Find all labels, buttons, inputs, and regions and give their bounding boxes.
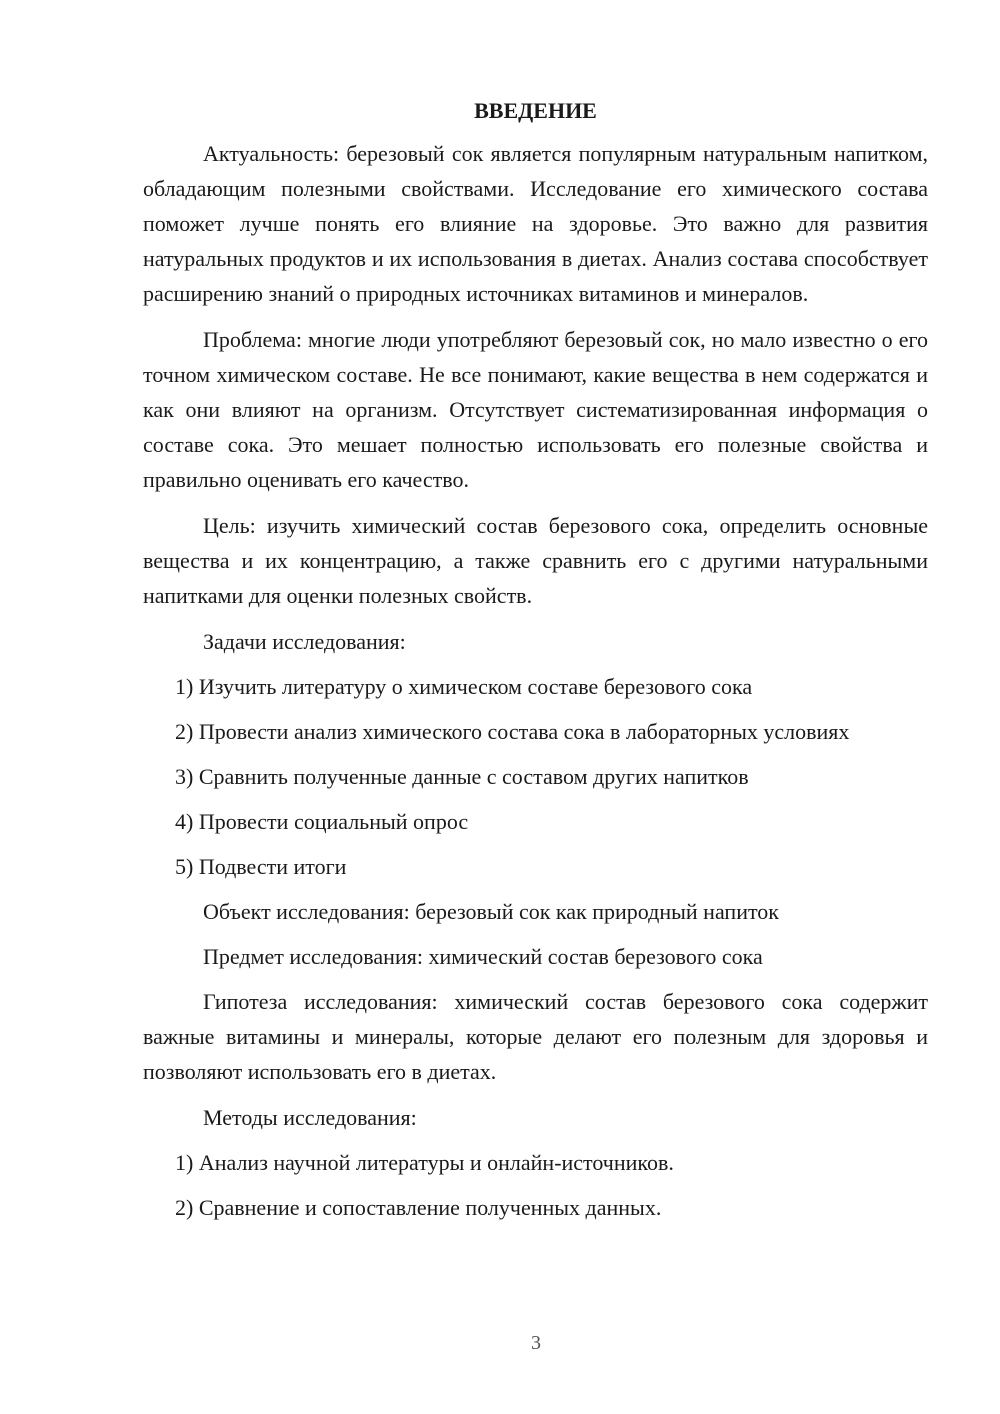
- page-number: 3: [531, 1332, 541, 1354]
- relevance-paragraph: Актуальность: березовый сок является популярным натуральным напитком, обладающим полезными свойствами. Исследование его химического состава поможет лучше понять его влияние на здоровье. Это важно для развития натуральных продуктов и их использования в диетах. Анализ состава способствует расширению знаний о природных источниках витаминов и минералов.: [143, 141, 928, 306]
- method-item-2: 2) Сравнение и сопоставление полученных данных.: [175, 1195, 662, 1220]
- subject-line: Предмет исследования: химический состав березового сока: [203, 944, 763, 969]
- task-item-2: 2) Провести анализ химического состава сока в лабораторных условиях: [175, 719, 850, 744]
- goal-paragraph: Цель: изучить химический состав березового сока, определить основные вещества и их концентрацию, а также сравнить его с другими натуральными напитками для оценки полезных свойств.: [143, 513, 928, 608]
- tasks-title: Задачи исследования:: [203, 629, 406, 654]
- methods-title: Методы исследования:: [203, 1105, 417, 1130]
- hypothesis-paragraph: Гипотеза исследования: химический состав березового сока содержит важные витамины и минералы, которые делают его полезным для здоровья и позволяют использовать его в диетах.: [143, 989, 928, 1084]
- method-item-1: 1) Анализ научной литературы и онлайн-источников.: [175, 1150, 674, 1175]
- problem-paragraph: Проблема: многие люди употребляют березовый сок, но мало известно о его точном химическом составе. Не все понимают, какие вещества в нем содержатся и как они влияют на организм. Отсутствует систематизированная информация о составе сока. Это мешает полностью использовать его полезные свойства и правильно оценивать его качество.: [143, 327, 928, 492]
- page-content: [143, 96, 928, 1235]
- section-heading: ВВЕДЕНИЕ: [474, 98, 597, 123]
- task-item-4: 4) Провести социальный опрос: [175, 809, 469, 834]
- task-item-1: 1) Изучить литературу о химическом составе березового сока: [175, 674, 753, 699]
- object-line: Объект исследования: березовый сок как природный напиток: [203, 899, 779, 924]
- task-item-5: 5) Подвести итоги: [175, 854, 347, 879]
- task-item-3: 3) Сравнить полученные данные с составом других напитков: [175, 764, 749, 789]
